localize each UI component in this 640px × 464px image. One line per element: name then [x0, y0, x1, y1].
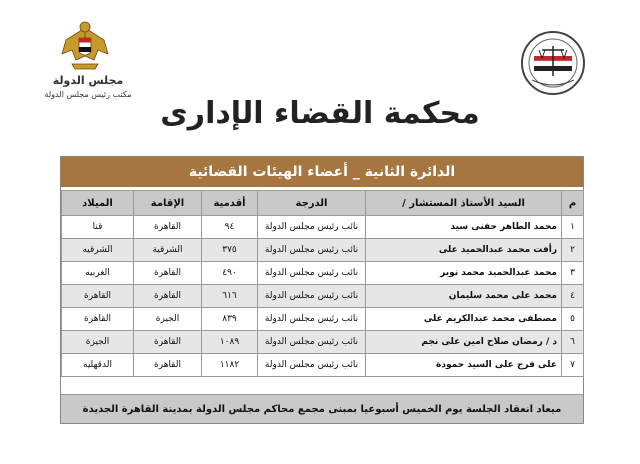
cell-birth: قنا	[62, 216, 134, 239]
cell-name: على فرج على السيد حمودة	[366, 354, 562, 377]
cell-birth: الدقهليه	[62, 354, 134, 377]
col-header-residence: الإقامة	[134, 191, 202, 216]
cell-residence: القاهرة	[134, 216, 202, 239]
table-row	[62, 354, 584, 377]
cell-name: محمد الطاهر حفنى سيد	[366, 216, 562, 239]
cell-rank: نائب رئيس مجلس الدولة	[258, 285, 366, 308]
cell-residence: الجيزة	[134, 308, 202, 331]
cell-birth: الشرقيه	[62, 239, 134, 262]
cell-rank: نائب رئيس مجلس الدولة	[258, 262, 366, 285]
col-header-seniority: أقدمية	[202, 191, 258, 216]
cell-birth: الجيزة	[62, 331, 134, 354]
table-row	[62, 262, 584, 285]
cell-seniority: ٣٧٥	[202, 239, 258, 262]
cell-name: مصطفى محمد عبدالكريم على	[366, 308, 562, 331]
cell-residence: القاهرة	[134, 354, 202, 377]
council-office: مكتب رئيس مجلس الدولة	[44, 90, 132, 99]
cell-num: ٧	[562, 354, 584, 377]
council-name: مجلس الدولة	[52, 74, 124, 87]
cell-seniority: ٨٣٩	[202, 308, 258, 331]
table-row	[62, 308, 584, 331]
page-title: محكمة القضاء الإدارى	[160, 96, 480, 131]
cell-residence: القاهرة	[134, 331, 202, 354]
members-grid	[61, 190, 584, 377]
cell-num: ٤	[562, 285, 584, 308]
cell-seniority: ١١٨٢	[202, 354, 258, 377]
cell-num: ٣	[562, 262, 584, 285]
cell-num: ٢	[562, 239, 584, 262]
table-header-row	[62, 191, 584, 216]
col-header-birth: الميلاد	[62, 191, 134, 216]
cell-rank: نائب رئيس مجلس الدولة	[258, 354, 366, 377]
cell-birth: القاهرة	[62, 308, 134, 331]
col-header-num: م	[562, 191, 584, 216]
cell-birth: القاهرة	[62, 285, 134, 308]
session-schedule-note: ميعاد انعقاد الجلسة يوم الخميس أسبوعيا بمبنى مجمع محاكم مجلس الدولة بمدينة القاهرة الجديدة	[61, 394, 583, 423]
cell-residence: القاهرة	[134, 262, 202, 285]
cell-rank: نائب رئيس مجلس الدولة	[258, 239, 366, 262]
cell-seniority: ٩٤	[202, 216, 258, 239]
cell-residence: القاهرة	[134, 285, 202, 308]
cell-num: ١	[562, 216, 584, 239]
cell-rank: نائب رئيس مجلس الدولة	[258, 216, 366, 239]
table-row	[62, 331, 584, 354]
cell-seniority: ١٠٨٩	[202, 331, 258, 354]
cell-num: ٥	[562, 308, 584, 331]
cell-seniority: ٦١٦	[202, 285, 258, 308]
members-table	[60, 156, 584, 424]
court-seal	[520, 30, 586, 96]
cell-name: رأفت محمد عبدالحميد على	[366, 239, 562, 262]
cell-rank: نائب رئيس مجلس الدولة	[258, 331, 366, 354]
eagle-emblem-icon	[58, 20, 112, 76]
cell-rank: نائب رئيس مجلس الدولة	[258, 308, 366, 331]
cell-name: محمد عبدالحميد محمد نوير	[366, 262, 562, 285]
cell-name: محمد على محمد سليمان	[366, 285, 562, 308]
table-row	[62, 285, 584, 308]
cell-name: د / رمضان صلاح امين على نجم	[366, 331, 562, 354]
col-header-name: السيد الأستاذ المستشار /	[366, 191, 562, 216]
cell-seniority: ٤٩٠	[202, 262, 258, 285]
col-header-rank: الدرجة	[258, 191, 366, 216]
cell-birth: الغربيه	[62, 262, 134, 285]
table-row	[62, 239, 584, 262]
table-banner: الدائرة الثانية _ أعضاء الهيئات القضائية	[61, 157, 583, 187]
scales-of-justice-seal-icon	[520, 30, 586, 96]
table-row	[62, 216, 584, 239]
cell-residence: الشرقية	[134, 239, 202, 262]
cell-num: ٦	[562, 331, 584, 354]
